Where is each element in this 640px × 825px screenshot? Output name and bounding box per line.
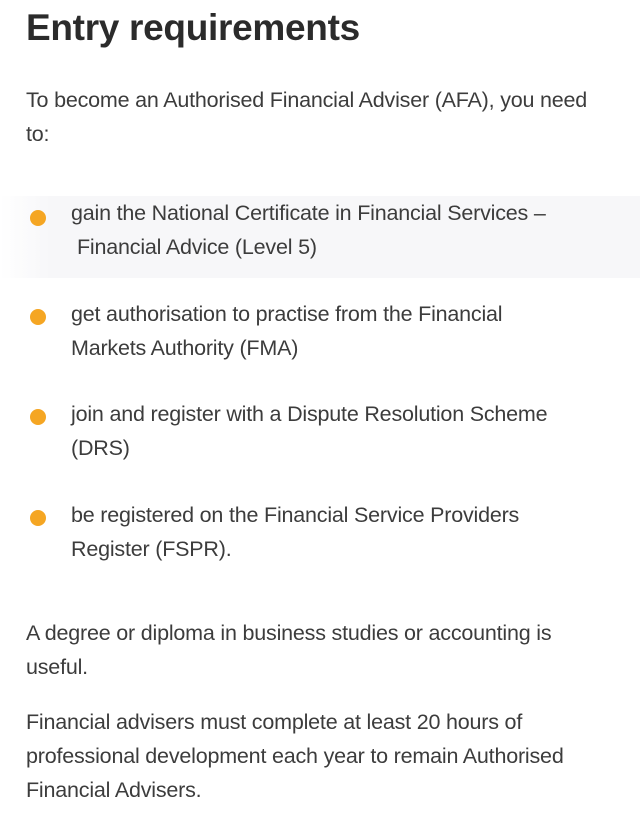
- requirement-text: [71, 397, 631, 465]
- intro-text: To become an Authorised Financial Adviser (AFA), you need to:: [26, 88, 588, 146]
- list-item: [0, 498, 640, 578]
- bullet-icon: [30, 210, 46, 226]
- bullet-icon: [30, 409, 46, 425]
- requirement-line: Markets Authority (FMA): [71, 336, 299, 360]
- requirement-text: [71, 196, 631, 264]
- list-item: [0, 297, 640, 377]
- requirement-line: gain the National Certificate in Financial Services –: [71, 201, 546, 225]
- list-item: [0, 196, 640, 278]
- requirement-line: Financial Advice (Level 5): [77, 235, 317, 259]
- requirement-line: be registered on the Financial Service Providers: [71, 503, 520, 527]
- requirement-text: [71, 297, 631, 365]
- requirement-line: join and register with a Dispute Resolution Scheme: [71, 402, 548, 426]
- requirement-text: [71, 498, 631, 566]
- degree-note: A degree or diploma in business studies or accounting is useful.: [26, 621, 552, 679]
- list-item: [0, 397, 640, 477]
- requirement-line: get authorisation to practise from the Financial: [71, 302, 503, 326]
- bullet-icon: [30, 309, 46, 325]
- requirement-line: Register (FSPR).: [71, 537, 232, 561]
- requirement-line: (DRS): [71, 436, 130, 460]
- page-title: Entry requirements: [26, 7, 360, 48]
- bullet-icon: [30, 510, 46, 526]
- cpd-note: Financial advisers must complete at least 20 hours of professional development each year to remain Authorised Financial Advisers.: [26, 710, 564, 802]
